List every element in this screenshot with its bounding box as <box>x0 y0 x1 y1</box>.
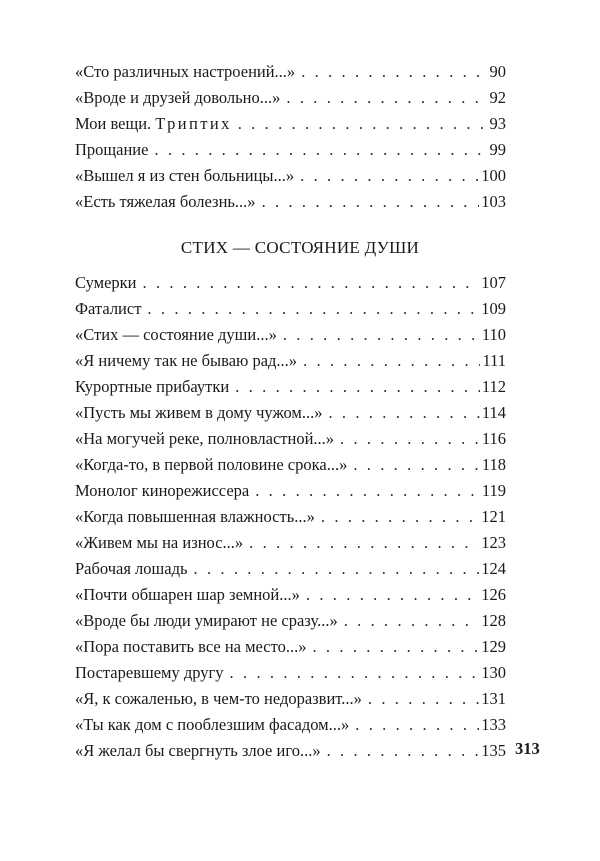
toc-entry-title: «Есть тяжелая болезнь...» <box>75 192 256 211</box>
toc-entry-title-main: Мои вещи. <box>75 114 152 133</box>
toc-entry <box>75 556 506 582</box>
dot-leader <box>283 322 480 348</box>
toc-entry <box>75 582 506 608</box>
toc-entry-title: «Пусть мы живем в дому чужом...» <box>75 403 323 422</box>
dot-leader <box>147 296 479 322</box>
toc-entry-title: «Когда повышенная влажность...» <box>75 507 315 526</box>
toc-entry-subtitle-spaced: Триптих <box>155 114 232 133</box>
dot-leader <box>235 374 480 400</box>
toc-entry <box>75 111 506 137</box>
toc-entry <box>75 712 506 738</box>
dot-leader <box>262 189 480 215</box>
toc-entry-title: «Пора поставить все на место...» <box>75 637 307 656</box>
toc-entry-page: 109 <box>481 299 506 318</box>
dot-leader <box>355 712 479 738</box>
toc-list-top <box>75 59 506 215</box>
toc-entry <box>75 608 506 634</box>
toc-entry <box>75 374 506 400</box>
dot-leader <box>286 85 487 111</box>
toc-entry-title: Прощание <box>75 140 149 159</box>
dot-leader <box>344 608 480 634</box>
toc-entry-page: 135 <box>481 741 506 760</box>
toc-entry-title: «Сто различных настроений...» <box>75 62 296 81</box>
toc-entry-title <box>75 111 232 137</box>
toc-entry-title: «Вроде и друзей довольно...» <box>75 88 281 107</box>
toc-entry <box>75 452 506 478</box>
toc-entry-title: Курортные прибаутки <box>75 377 230 396</box>
toc-entry-page: 121 <box>481 507 506 526</box>
toc-entry <box>75 634 506 660</box>
toc-entry-title: «Я желал бы свергнуть злое иго...» <box>75 741 321 760</box>
dot-leader <box>255 478 480 504</box>
toc-entry-title: Постаревшему другу <box>75 663 224 682</box>
toc-entry-page: 93 <box>489 114 506 133</box>
dot-leader <box>303 348 480 374</box>
toc-entry <box>75 348 506 374</box>
dot-leader <box>340 426 480 452</box>
dot-leader <box>328 400 479 426</box>
toc-entry-title: «Когда-то, в первой половине срока...» <box>75 455 348 474</box>
toc-entry-page: 114 <box>481 403 506 422</box>
toc-entry-title: «Живем мы на износ...» <box>75 533 244 552</box>
toc-entry-title: Рабочая лошадь <box>75 559 188 578</box>
toc-entry <box>75 686 506 712</box>
toc-list-section <box>75 270 506 764</box>
toc-entry-title: «На могучей реке, полновластной...» <box>75 429 335 448</box>
toc-entry-page: 107 <box>481 273 506 292</box>
page-number: 313 <box>515 739 540 758</box>
toc-entry-page: 124 <box>481 559 506 578</box>
dot-leader <box>321 504 479 530</box>
section-heading: СТИХ — СОСТОЯНИЕ ДУШИ <box>180 238 420 257</box>
toc-entry-title: «Вроде бы люди умирают не сразу...» <box>75 611 338 630</box>
toc-entry <box>75 322 506 348</box>
toc-entry-page: 100 <box>481 166 506 185</box>
toc-entry-title: «Ты как дом с пооблезшим фасадом...» <box>75 715 350 734</box>
toc-entry-page: 129 <box>481 637 506 656</box>
toc-entry-title: «Почти обшарен шар земной...» <box>75 585 300 604</box>
toc-entry <box>75 189 506 215</box>
toc-entry <box>75 426 506 452</box>
toc-entry-page: 90 <box>489 62 506 81</box>
toc-entry <box>75 296 506 322</box>
dot-leader <box>154 137 487 163</box>
toc-entry-title: Монолог кинорежиссера <box>75 481 250 500</box>
toc-entry-title: Сумерки <box>75 273 137 292</box>
toc-entry-title: «Стих — состояние души...» <box>75 325 277 344</box>
dot-leader <box>300 163 479 189</box>
toc-entry <box>75 660 506 686</box>
toc-entry <box>75 530 506 556</box>
toc-entry-page: 118 <box>481 455 506 474</box>
dot-leader <box>301 59 487 85</box>
dot-leader <box>230 660 480 686</box>
dot-leader <box>368 686 479 712</box>
toc-entry-title: «Вышел я из стен больницы...» <box>75 166 295 185</box>
toc-entry-page: 133 <box>481 715 506 734</box>
toc-entry <box>75 137 506 163</box>
toc-entry-title: «Я, к сожаленью, в чем-то недоразвит...» <box>75 689 362 708</box>
toc-entry <box>75 270 506 296</box>
dot-leader <box>143 270 480 296</box>
toc-entry-page: 99 <box>489 140 506 159</box>
toc-entry-page: 131 <box>481 689 506 708</box>
dot-leader <box>194 556 480 582</box>
dot-leader <box>306 582 479 608</box>
toc-entry-page: 126 <box>481 585 506 604</box>
dot-leader <box>353 452 480 478</box>
toc-entry-page: 130 <box>481 663 506 682</box>
toc-entry-page: 92 <box>489 88 506 107</box>
toc-entry-title: «Я ничему так не бываю рад...» <box>75 351 298 370</box>
toc-entry <box>75 163 506 189</box>
toc-entry <box>75 478 506 504</box>
toc-entry <box>75 59 506 85</box>
toc-entry <box>75 504 506 530</box>
dot-leader <box>249 530 479 556</box>
toc-entry-page: 123 <box>481 533 506 552</box>
dot-leader <box>312 634 479 660</box>
toc-entry-page: 116 <box>481 429 506 448</box>
toc-entry-page: 111 <box>482 351 506 370</box>
toc-entry-page: 128 <box>481 611 506 630</box>
dot-leader <box>238 111 488 137</box>
toc-entry-page: 110 <box>481 325 506 344</box>
dot-leader <box>327 738 480 764</box>
toc-entry-title: Фаталист <box>75 299 142 318</box>
toc-entry <box>75 85 506 111</box>
toc-entry <box>75 738 506 764</box>
toc-entry <box>75 400 506 426</box>
toc-entry-page: 112 <box>481 377 506 396</box>
toc-entry-page: 103 <box>481 192 506 211</box>
toc-entry-page: 119 <box>481 481 506 500</box>
